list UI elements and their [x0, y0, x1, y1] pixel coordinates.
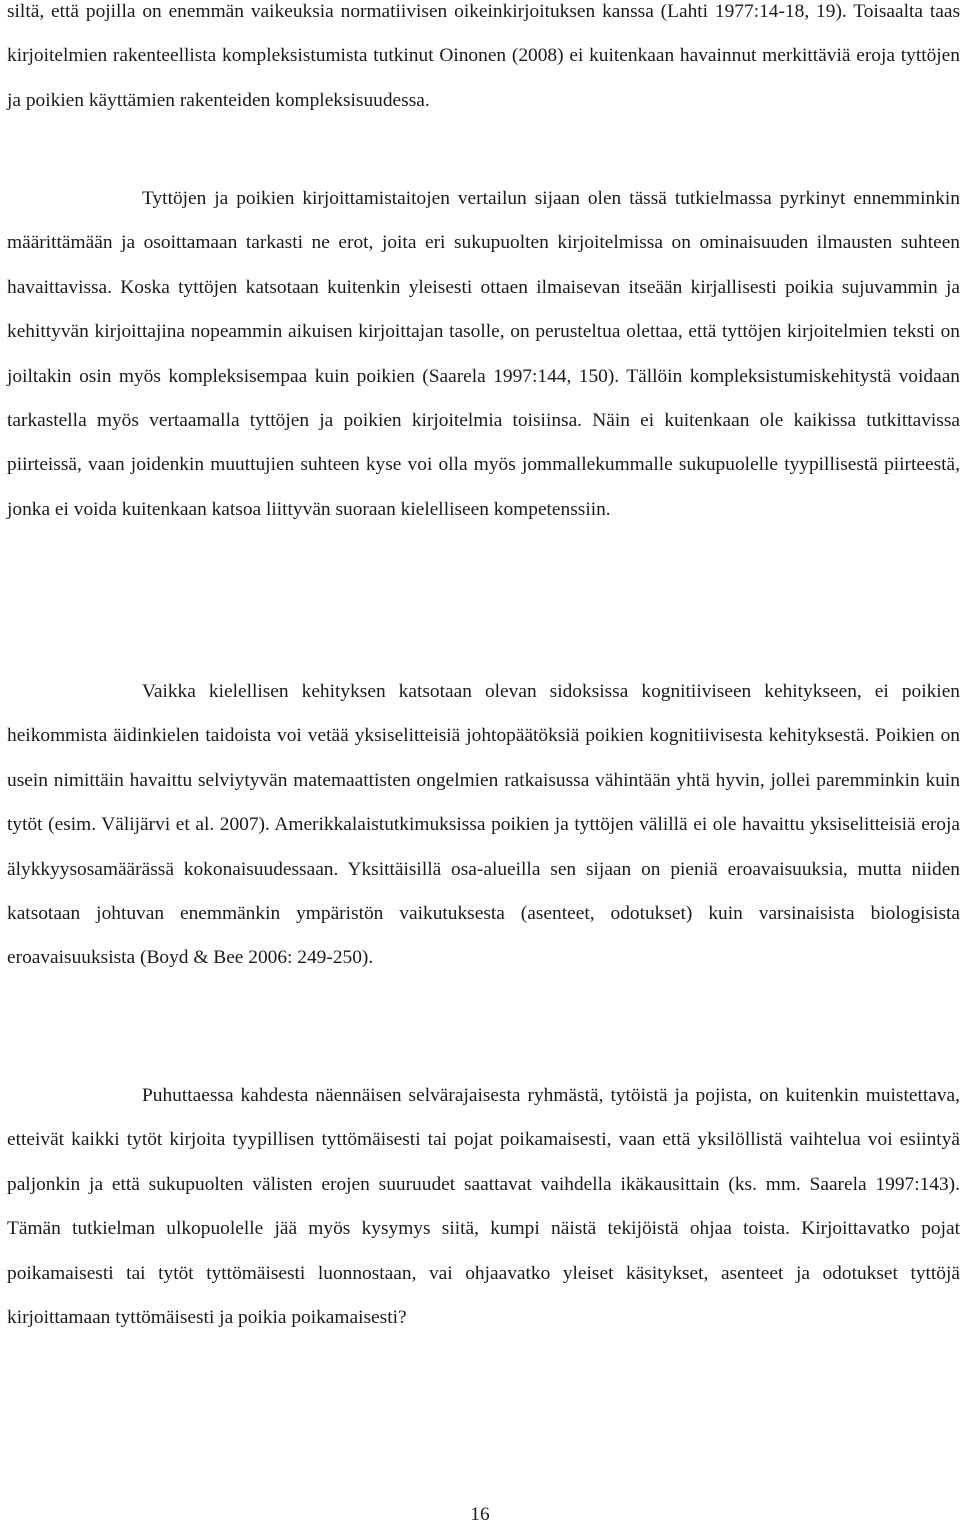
paragraph-text: siltä, että pojilla on enemmän vaikeuksia normatiivisen oikeinkirjoituksen kanssa (Lahti 1977:14-18, 19). Toisaalta taas kirjoitelmien rakenteellista kompleksistumista tutkinut Oinonen (2008) ei kuitenkaan havainnut merkittäviä eroja tyttöjen ja poikien käyttämien rakenteiden kompleksisuudessa.: [7, 1, 960, 111]
paragraph-text: Vaikka kielellisen kehityksen katsotaan olevan sidoksissa kognitiiviseen kehitykseen, ei poikien heikommista äidinkielen taidoista voi vetää yksiselitteisiä johtopäätöksiä poikien kognitiivisesta kehityksestä. Poikien on usein nimittäin havaittu selviytyvän matemaattisten ongelmien ratkaisussa vähintään yhtä hyvin, jollei paremminkin kuin tytöt (esim. Välijärvi et al. 2007). Amerikkalaistutkimuksissa poikien ja tyttöjen välillä ei ole havaittu yksiselitteisiä eroja älykkyysosamäärässä kokonaisuudessaan. Yksittäisillä osa-alueilla sen sijaan on pieniä eroavaisuuksia, mutta niiden katsotaan johtuvan enemmänkin ympäristön vaikutuksesta (asenteet, odotukset) kuin varsinaisista biologisista eroavaisuuksista (Boyd & Bee 2006: 249-250).: [7, 681, 960, 969]
paragraph: [7, 670, 960, 981]
paragraph: [7, 1074, 960, 1340]
paragraph-text: Tyttöjen ja poikien kirjoittamistaitojen vertailun sijaan olen tässä tutkielmassa pyrkinyt ennemminkin määrittämään ja osoittamaan tarkasti ne erot, joita eri sukupuolten kirjoitelmissa on ominaisuuden ilmausten suhteen havaittavissa. Koska tyttöjen katsotaan kuitenkin yleisesti ottaen ilmaisevan itseään kirjallisesti poikia sujuvammin ja kehittyvän kirjoittajina nopeammin aikuisen kirjoittajan tasolle, on perusteltua olettaa, että tyttöjen kirjoitelmien teksti on joiltakin osin myös kompleksisempaa kuin poikien (Saarela 1997:144, 150). Tällöin kompleksistumiskehitystä voidaan tarkastella myös vertaamalla tyttöjen ja poikien kirjoitelmia toisiinsa. Näin ei kuitenkaan ole kaikissa tutkittavissa piirteissä, vaan joidenkin muuttujien suhteen kyse voi olla myös jommallekummalle sukupuolelle tyypillisestä piirteestä, jonka ei voida kuitenkaan katsoa liittyvän suoraan kielelliseen kompetenssiin.: [7, 188, 960, 520]
paragraph-continued: [7, 0, 960, 123]
paragraph-text: Puhuttaessa kahdesta näennäisen selvärajaisesta ryhmästä, tytöistä ja pojista, on kuitenkin muistettava, etteivät kaikki tytöt kirjoita tyypillisen tyttömäisesti tai pojat poikamaisesti, vaan että yksilöllistä vaihtelua voi esiintyä paljonkin ja että sukupuolten välisten erojen suuruudet saattavat vaihdella ikäkausittain (ks. mm. Saarela 1997:143). Tämän tutkielman ulkopuolelle jää myös kysymys siitä, kumpi näistä tekijöistä ohjaa toista. Kirjoittavatko pojat poikamaisesti tai tytöt tyttömäisesti luonnostaan, vai ohjaavatko yleiset käsitykset, asenteet ja odotukset tyttöjä kirjoittamaan tyttömäisesti ja poikia poikamaisesti?: [7, 1085, 960, 1329]
page-number: 16: [470, 1504, 490, 1525]
paragraph: [7, 177, 960, 532]
